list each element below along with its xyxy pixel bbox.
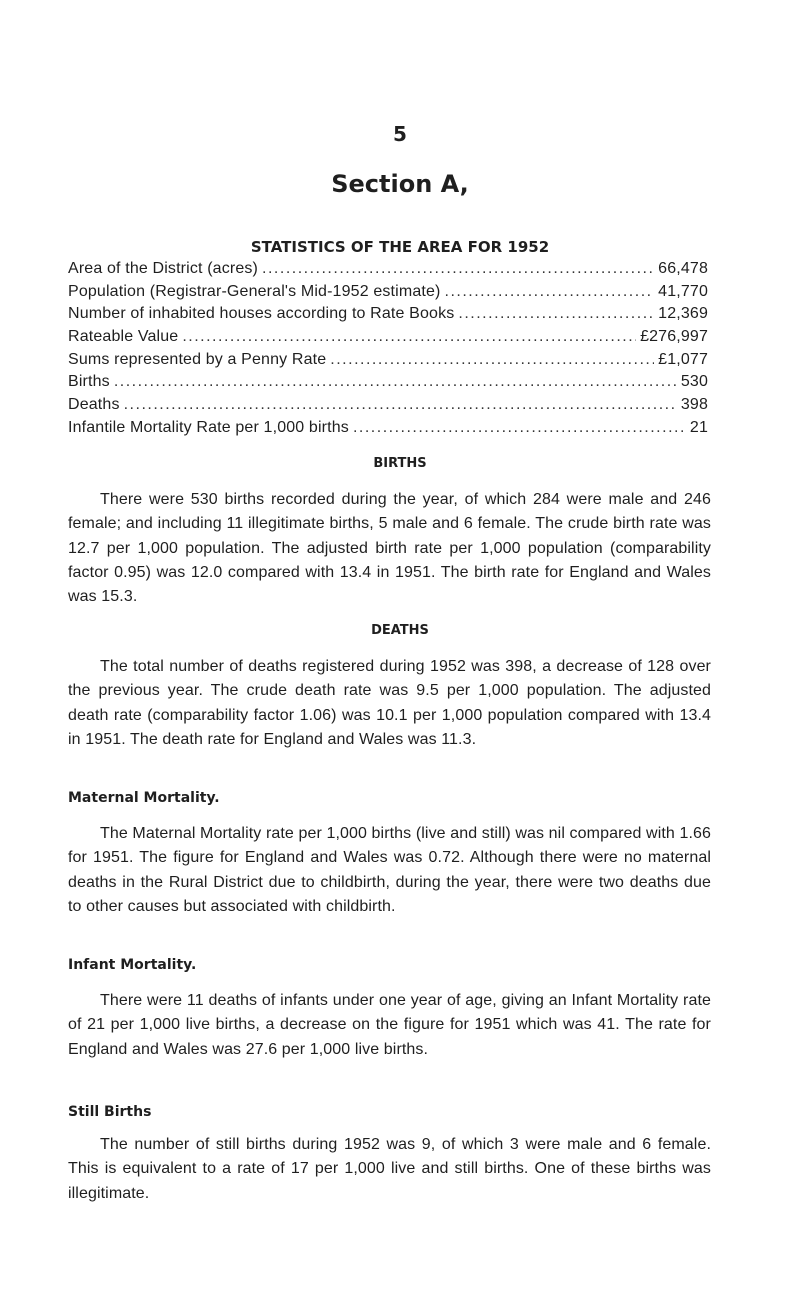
stat-value: 41,770 <box>658 282 708 300</box>
stat-value: £1,077 <box>658 350 708 368</box>
stat-value: 66,478 <box>658 260 708 277</box>
stat-row-infantile-mortality <box>68 419 708 442</box>
stat-row-rateable-value <box>68 328 708 351</box>
stat-label: Number of inhabited houses according to Rate Books <box>68 305 455 323</box>
dot-leader <box>353 419 684 437</box>
still-births-heading: Still Births <box>68 1104 152 1120</box>
statistics-title: STATISTICS OF THE AREA FOR 1952 <box>250 238 550 256</box>
stat-row-deaths <box>68 396 708 419</box>
stat-value: 530 <box>680 373 708 391</box>
maternal-mortality-paragraph: The Maternal Mortality rate per 1,000 births (live and still) was nil compared with 1.66 for 1951. The figure for England and Wales was 0.72. Although there were no maternal deaths in the Rural District due to childbirth, during the year, there were two deaths due to other causes but associated with childbirth. <box>68 825 711 915</box>
stat-value: £276,997 <box>640 328 708 346</box>
maternal-mortality-heading: Maternal Mortality. <box>68 790 220 806</box>
deaths-paragraph: The total number of deaths registered during 1952 was 398, a decrease of 128 over the previous year. The crude death rate was 9.5 per 1,000 population. The adjusted death rate (comparability factor 1.06) was 10.1 per 1,000 population compared with 13.4 in 1951. The death rate for England and Wales was 11.3. <box>68 658 711 748</box>
infant-mortality-paragraph: There were 11 deaths of infants under one year of age, giving an Infant Mortality rate of 21 per 1,000 live births, a decrease on the figure for 1951 which was 41. The rate for England and Wales was 27.6 per 1,000 live births. <box>68 992 711 1058</box>
infant-mortality-heading: Infant Mortality. <box>68 957 197 973</box>
stat-label: Area of the District (acres) <box>68 260 259 277</box>
stat-row-houses <box>68 305 708 328</box>
stat-row-area <box>68 260 708 283</box>
births-heading: BIRTHS <box>373 456 427 471</box>
stat-label: Infantile Mortality Rate per 1,000 births <box>68 418 349 436</box>
stat-value: 21 <box>689 418 708 436</box>
stat-label: Sums represented by a Penny Rate <box>68 350 327 368</box>
stat-value: 12,369 <box>658 305 708 323</box>
section-title: Section A, <box>331 170 469 198</box>
stat-row-births <box>68 373 708 396</box>
stat-value: 398 <box>680 396 708 414</box>
dot-leader <box>262 260 654 278</box>
dot-leader <box>182 328 636 346</box>
deaths-heading: DEATHS <box>371 623 429 638</box>
statistics-table <box>68 260 708 442</box>
dot-leader <box>124 396 677 414</box>
page-number: 5 <box>393 122 407 146</box>
stat-row-population <box>68 283 708 306</box>
stat-label: Deaths <box>68 396 120 414</box>
stat-label: Rateable Value <box>68 328 179 346</box>
still-births-paragraph: The number of still births during 1952 was 9, of which 3 were male and 6 female. This is equivalent to a rate of 17 per 1,000 live and still births. One of these births was illegitimate. <box>68 1136 711 1202</box>
dot-leader <box>114 373 677 391</box>
stat-label: Births <box>68 373 110 391</box>
dot-leader <box>445 283 655 301</box>
dot-leader <box>330 351 654 369</box>
stat-label: Population (Registrar-General's Mid-1952 estimate) <box>68 282 441 300</box>
births-paragraph: There were 530 births recorded during the year, of which 284 were male and 246 female; and including 11 illegitimate births, 5 male and 6 female. The crude birth rate was 12.7 per 1,000 population. The adjusted birth rate per 1,000 population (comparability factor 0.95) was 12.0 compared with 13.4 in 1951. The birth rate for England and Wales was 15.3. <box>68 491 711 606</box>
stat-row-penny-rate <box>68 351 708 374</box>
dot-leader <box>458 305 654 323</box>
